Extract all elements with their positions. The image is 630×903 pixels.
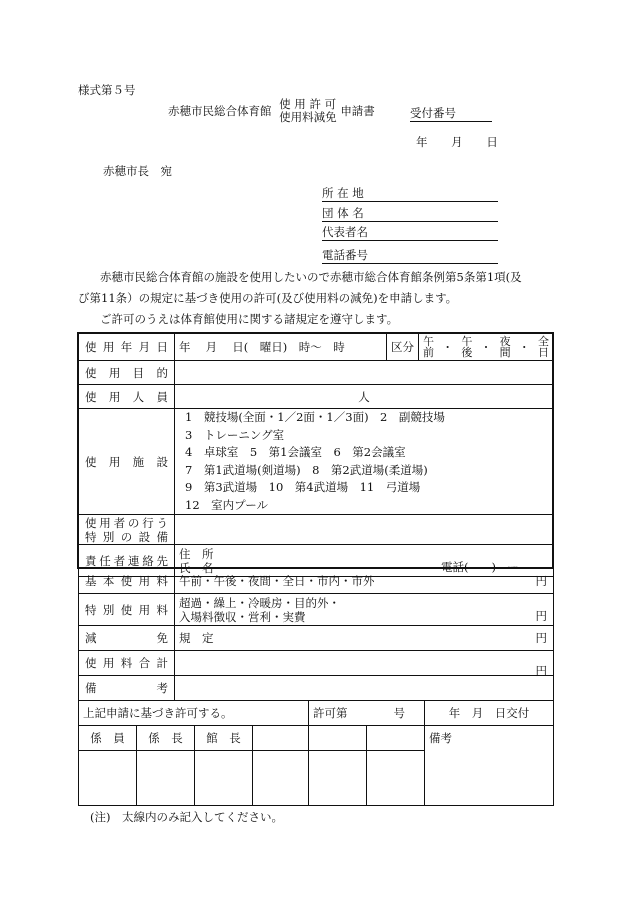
date-day: 日 <box>486 135 498 149</box>
body-para1-line2: び第11条）の規定に基づき使用の許可(及び使用料の減免)を申請します。 <box>78 291 458 305</box>
yen-unit: 円 <box>535 631 547 645</box>
date-line[interactable] <box>416 134 498 150</box>
type-exemption: 使用料減免 <box>279 110 337 124</box>
people-label: 使 用 人 員 <box>79 385 175 409</box>
basic-fee-label: 基 本 使 用 料 <box>79 569 175 594</box>
row-purpose <box>79 361 554 385</box>
period-choices[interactable]: 午 前 ・ 午 後 ・ 夜 間 ・ 全 日 <box>419 334 554 361</box>
chief-label: 係 長 <box>137 726 195 751</box>
special-fee-options-1: 超過・繰上・冷暖房・目的外・ <box>179 595 340 610</box>
org-name: 赤穂市民総合体育館 <box>168 104 272 118</box>
special-equipment-label: 使用者の行う 特 別 の 設 備 <box>79 515 175 545</box>
address-field[interactable] <box>322 185 498 202</box>
receipt-number-label: 受付番号 <box>410 106 456 120</box>
staff-seal[interactable] <box>79 751 137 806</box>
row-people <box>79 385 554 409</box>
receipt-number-field[interactable] <box>410 105 492 122</box>
yen-unit: 円 <box>535 664 547 678</box>
purpose-value[interactable] <box>175 361 554 385</box>
period-am: 午 前 <box>423 335 434 359</box>
org-name-field[interactable] <box>322 205 498 222</box>
approval-table <box>78 700 554 806</box>
facility-list[interactable] <box>175 409 554 515</box>
phone-label: 電話番号 <box>322 248 368 262</box>
special-equipment-value[interactable] <box>175 515 554 545</box>
addressee: 赤穂市長 宛 <box>103 164 172 178</box>
director-seal[interactable] <box>195 751 253 806</box>
seal-blank[interactable] <box>367 751 425 806</box>
representative-label: 代表者名 <box>322 225 368 239</box>
row-facility <box>79 409 554 515</box>
permit-number[interactable]: 許可第 号 <box>309 701 425 726</box>
period-allday: 全 日 <box>537 335 549 359</box>
seal-blank[interactable] <box>309 751 367 806</box>
form-title <box>168 98 375 124</box>
facility-option[interactable]: 4 卓球室 5 第1会議室 6 第2会議室 <box>185 445 406 459</box>
contact-label: 責任者連絡先 <box>79 545 175 577</box>
remarks-label: 備 考 <box>79 676 175 701</box>
total-label: 使 用 料 合 計 <box>79 651 175 676</box>
approval-text: 上記申請に基づき許可する。 <box>79 701 309 726</box>
form-number: 様式第５号 <box>78 83 136 97</box>
contact-name: 氏 名 <box>179 560 214 575</box>
exemption-value[interactable] <box>175 626 554 651</box>
facility-option[interactable]: 1 競技場(全面・1／2面・1／3面) 2 副競技場 <box>185 410 445 424</box>
row-date <box>79 334 554 361</box>
body-para2: ご許可のうえは体育館使用に関する諸規定を遵守します。 <box>100 312 399 326</box>
special-fee-options-2: 入場料徴収・営利・実費 <box>179 609 306 624</box>
facility-option[interactable]: 12 室内プール <box>185 497 269 512</box>
remarks-value[interactable] <box>175 676 554 701</box>
facility-option[interactable]: 7 第1武道場(剣道場) 8 第2武道場(柔道場) <box>185 462 428 477</box>
people-value[interactable] <box>175 385 554 409</box>
row-special-equipment <box>79 515 554 545</box>
basic-fee-value[interactable] <box>175 569 554 594</box>
remarks2-label: 備考 <box>429 731 452 745</box>
staff-label: 係 員 <box>79 726 137 751</box>
org-name-label: 団 体 名 <box>322 206 364 220</box>
remarks2-cell[interactable] <box>425 726 554 806</box>
seal-blank[interactable] <box>253 751 309 806</box>
address-label: 所 在 地 <box>322 186 364 200</box>
date-value[interactable]: 年 月 日( 曜日) 時〜 時 <box>175 334 387 361</box>
facility-label: 使 用 施 設 <box>79 409 175 515</box>
chief-seal[interactable] <box>137 751 195 806</box>
exemption-rule: 規 定 <box>179 631 214 645</box>
period-pm: 午 後 <box>461 335 473 359</box>
row-special-fee <box>79 594 554 626</box>
total-value[interactable] <box>175 651 554 676</box>
date-label: 使 用 年 月 日 <box>79 334 175 361</box>
special-fee-value[interactable] <box>175 594 554 626</box>
row-basic-fee <box>79 569 554 594</box>
facility-option[interactable]: 3 トレーニング室 <box>185 427 285 442</box>
phone-field[interactable] <box>322 247 498 264</box>
basic-fee-options: 午前・午後・夜間・全日・市内・市外 <box>179 574 375 588</box>
title-suffix: 申請書 <box>340 104 375 118</box>
issue-date[interactable]: 年 月 日交付 <box>425 701 554 726</box>
row-exemption <box>79 626 554 651</box>
row-remarks <box>79 676 554 701</box>
fee-table <box>78 568 554 701</box>
date-year: 年 <box>416 135 428 149</box>
people-unit: 人 <box>358 389 370 404</box>
representative-field[interactable] <box>322 224 498 241</box>
body-para1-line1: 赤穂市民総合体育館の施設を使用したいので赤穂市総合体育館条例第5条第1項(及 <box>100 270 522 284</box>
purpose-label: 使 用 目 的 <box>79 361 175 385</box>
exemption-label: 減 免 <box>79 626 175 651</box>
director-label: 館 長 <box>195 726 253 751</box>
application-table <box>78 333 554 577</box>
kubun-label: 区分 <box>387 334 419 361</box>
row-total <box>79 651 554 676</box>
date-month: 月 <box>451 135 463 149</box>
application-type <box>279 98 337 124</box>
yen-unit: 円 <box>535 574 547 588</box>
facility-option[interactable]: 9 第3武道場 10 第4武道場 11 弓道場 <box>185 480 421 494</box>
yen-unit: 円 <box>535 609 547 623</box>
special-fee-label: 特 別 使 用 料 <box>79 594 175 626</box>
footnote: (注) 太線内のみ記入してください。 <box>90 810 283 824</box>
contact-address: 住 所 <box>179 546 214 561</box>
type-permit: 使 用 許 可 <box>279 97 337 111</box>
contact-phone: 電話( ) ー <box>441 560 519 574</box>
period-night: 夜 間 <box>499 335 511 359</box>
